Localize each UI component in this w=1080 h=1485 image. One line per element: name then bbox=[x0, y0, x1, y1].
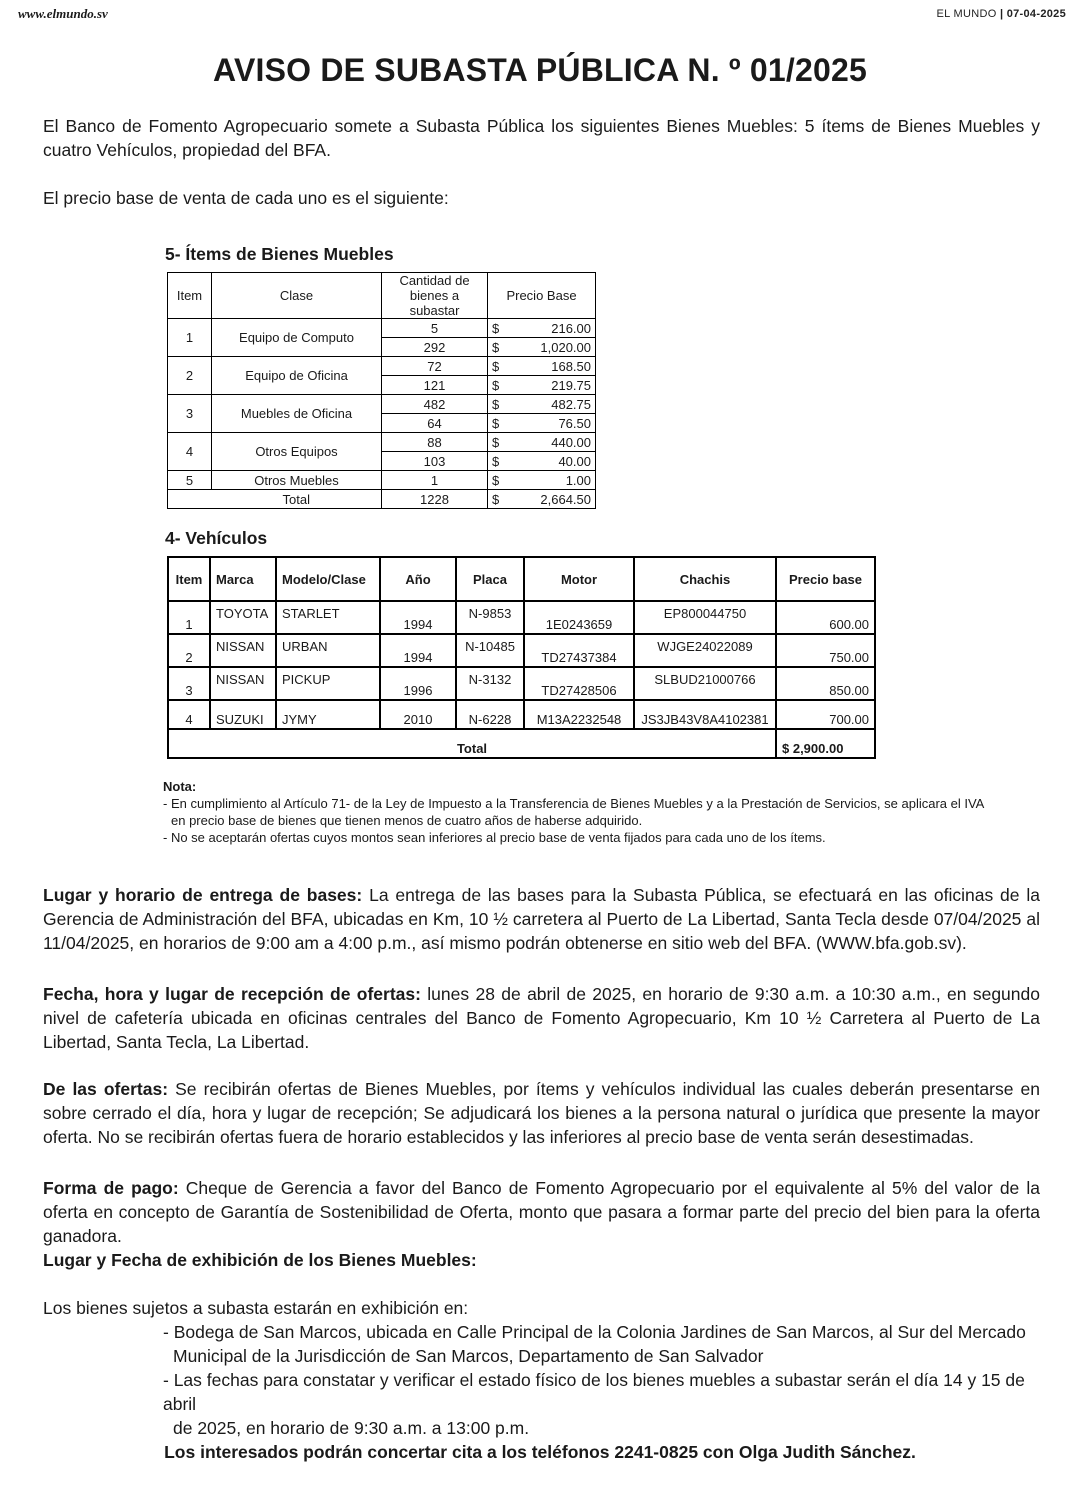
header-separator: | bbox=[999, 8, 1004, 20]
item-qty: 121 bbox=[382, 376, 488, 395]
item-clase: Muebles de Oficina bbox=[212, 395, 382, 433]
nota-line: - En cumplimiento al Artículo 71- de la Ley de Impuesto a la Transferencia de Bienes Muebles y a la Prestación de Servicios, se aplicara el IVA bbox=[163, 796, 985, 811]
total-qty: 1228 bbox=[382, 490, 488, 509]
vehicle-modelo: URBAN bbox=[276, 634, 380, 667]
currency-symbol: $ bbox=[488, 338, 503, 357]
col-header-precio: Precio base bbox=[776, 557, 875, 601]
currency-symbol: $ bbox=[488, 395, 503, 414]
item-clase: Otros Equipos bbox=[212, 433, 382, 471]
vehicle-anio: 1994 bbox=[380, 601, 456, 634]
paper-name: EL MUNDO bbox=[936, 8, 997, 20]
table-row bbox=[168, 433, 596, 452]
vehicle-modelo: JYMY bbox=[276, 700, 380, 729]
total-label: Total bbox=[168, 729, 776, 758]
currency-symbol: $ bbox=[488, 357, 503, 376]
vehicle-precio: 600.00 bbox=[776, 601, 875, 634]
vehicle-item: 1 bbox=[168, 601, 210, 634]
currency-symbol: $ bbox=[488, 433, 503, 452]
nota-line: - No se aceptarán ofertas cuyos montos sean inferiores al precio base de venta fijados para cada uno de los ítems. bbox=[163, 830, 826, 845]
total-amount: 2,664.50 bbox=[502, 490, 596, 509]
vehicle-modelo: STARLET bbox=[276, 601, 380, 634]
vehicle-motor: TD27437384 bbox=[524, 634, 634, 667]
vehicle-anio: 2010 bbox=[380, 700, 456, 729]
page-title: AVISO DE SUBASTA PÚBLICA N. º 01/2025 bbox=[213, 52, 867, 88]
price-intro: El precio base de venta de cada uno es el siguiente: bbox=[43, 188, 449, 208]
item-qty: 1 bbox=[382, 471, 488, 490]
item-price: 40.00 bbox=[502, 452, 596, 471]
vehicle-motor: M13A2232548 bbox=[524, 700, 634, 729]
item-price: 219.75 bbox=[502, 376, 596, 395]
vehicle-item: 4 bbox=[168, 700, 210, 729]
vehicle-item: 3 bbox=[168, 667, 210, 700]
exhibicion-intro: Los bienes sujetos a subasta estarán en exhibición en: bbox=[43, 1298, 469, 1318]
currency-symbol: $ bbox=[488, 452, 503, 471]
total-row bbox=[168, 490, 596, 509]
item-qty: 64 bbox=[382, 414, 488, 433]
vehicle-chachis: JS3JB43V8A4102381 bbox=[634, 700, 776, 729]
item-clase: Equipo de Computo bbox=[212, 319, 382, 357]
header-masthead bbox=[937, 8, 1066, 20]
item-qty: 482 bbox=[382, 395, 488, 414]
currency-symbol: $ bbox=[488, 414, 503, 433]
ofertas-label: De las ofertas: bbox=[43, 1079, 169, 1099]
vehicle-marca: NISSAN bbox=[210, 634, 276, 667]
table-header-row bbox=[168, 273, 596, 319]
col-header-placa: Placa bbox=[456, 557, 524, 601]
table-row bbox=[168, 319, 596, 338]
vehicle-marca: SUZUKI bbox=[210, 700, 276, 729]
bullet-line: de 2025, en horario de 9:30 a.m. a 13:00 p.m. bbox=[173, 1418, 530, 1438]
nota-label: Nota: bbox=[163, 779, 197, 794]
vehicle-motor: TD27428506 bbox=[524, 667, 634, 700]
table-row bbox=[168, 634, 875, 667]
vehicle-motor: 1E0243659 bbox=[524, 601, 634, 634]
item-qty: 5 bbox=[382, 319, 488, 338]
item-qty: 72 bbox=[382, 357, 488, 376]
vehicle-precio: 750.00 bbox=[776, 634, 875, 667]
vehicle-modelo: PICKUP bbox=[276, 667, 380, 700]
item-price: 1,020.00 bbox=[502, 338, 596, 357]
total-label: Total bbox=[212, 490, 382, 509]
table-row bbox=[168, 471, 596, 490]
vehicle-placa: N-10485 bbox=[456, 634, 524, 667]
item-qty: 103 bbox=[382, 452, 488, 471]
item-clase: Equipo de Oficina bbox=[212, 357, 382, 395]
item-number: 2 bbox=[168, 357, 212, 395]
item-number: 4 bbox=[168, 433, 212, 471]
item-number: 1 bbox=[168, 319, 212, 357]
lugar-text: La entrega de las bases para la Subasta Pública, se efectuará en las oficinas de la Gerencia de Administración del BFA, ubicadas en Km, 10 ½ carretera al Puerto de La Libertad, Santa Tecla desde 07/04/2025 al 11/04/2025, en horarios de 9:00 am a 4:00 p.m., así mismo podrán obtenerse en sitio web del BFA. (WWW.bfa.gob.sv). bbox=[43, 885, 1040, 953]
pago-paragraph bbox=[43, 1176, 1040, 1248]
vehiculos-table bbox=[167, 556, 876, 759]
fecha-paragraph bbox=[43, 982, 1040, 1054]
bullet-line: - Las fechas para constatar y verificar el estado físico de los bienes muebles a subastar serán el día 14 y 15 de abril bbox=[163, 1370, 1025, 1414]
vehicle-anio: 1996 bbox=[380, 667, 456, 700]
item-price: 440.00 bbox=[502, 433, 596, 452]
intro-paragraph: El Banco de Fomento Agropecuario somete a Subasta Pública los siguientes Bienes Muebles: 5 ítems de Bienes Muebles y cuatro Vehículos, propiedad del BFA. bbox=[43, 116, 1040, 160]
item-price: 482.75 bbox=[502, 395, 596, 414]
nota-line: en precio base de bienes que tienen menos de cuatro años de haberse adquirido. bbox=[171, 813, 643, 828]
vehicle-chachis: EP800044750 bbox=[634, 601, 776, 634]
col-header-cantidad: Cantidad de bienes a subastar bbox=[382, 273, 488, 319]
item-price: 168.50 bbox=[502, 357, 596, 376]
col-header-clase: Clase bbox=[212, 273, 382, 319]
col-header-anio: Año bbox=[380, 557, 456, 601]
total-row bbox=[168, 729, 875, 758]
ofertas-text: Se recibirán ofertas de Bienes Muebles, por ítems y vehículos individual las cuales deberán presentarse en sobre cerrado el día, hora y lugar de recepción; Se adjudicará los bienes a la persona natural o jurídica que presente la mayor oferta. No se recibirán ofertas fuera de horario establecidos y las inferiores al precio base de venta serán desestimadas. bbox=[43, 1079, 1040, 1147]
vehicle-marca: NISSAN bbox=[210, 667, 276, 700]
table-row bbox=[168, 667, 875, 700]
fecha-text: lunes 28 de abril de 2025, en horario de 9:30 a.m. a 10:30 a.m., en segundo nivel de cafetería ubicada en oficinas centrales del Banco de Fomento Agropecuario, Km 10 ½ Carretera al Puerto de La Libertad, Santa Tecla, La Libertad. bbox=[43, 984, 1040, 1052]
bullet-line: - Bodega de San Marcos, ubicada en Calle Principal de la Colonia Jardines de San Marcos, al Sur del Mercado bbox=[163, 1322, 1026, 1342]
vehicle-placa: N-6228 bbox=[456, 700, 524, 729]
bullet-line: Municipal de la Jurisdicción de San Marcos, Departamento de San Salvador bbox=[173, 1346, 764, 1366]
item-price: 76.50 bbox=[502, 414, 596, 433]
table-row bbox=[168, 357, 596, 376]
item-price: 216.00 bbox=[502, 319, 596, 338]
table-row bbox=[168, 700, 875, 729]
vehicle-anio: 1994 bbox=[380, 634, 456, 667]
muebles-table bbox=[167, 272, 596, 509]
table-row bbox=[168, 601, 875, 634]
lugar-label: Lugar y horario de entrega de bases: bbox=[43, 885, 363, 905]
pago-text: Cheque de Gerencia a favor del Banco de Fomento Agropecuario por el equivalente al 5% del valor de la oferta en concepto de Garantía de Sostenibilidad de Oferta, monto que pasara a formar parte del precio del bien para la oferta ganadora. bbox=[43, 1178, 1040, 1246]
currency-symbol: $ bbox=[488, 490, 503, 509]
fecha-label: Fecha, hora y lugar de recepción de ofertas: bbox=[43, 984, 421, 1004]
lugar-paragraph bbox=[43, 883, 1040, 955]
vehicle-placa: N-9853 bbox=[456, 601, 524, 634]
col-header-item: Item bbox=[168, 273, 212, 319]
col-header-marca: Marca bbox=[210, 557, 276, 601]
table-header-row bbox=[168, 557, 875, 601]
item-qty: 292 bbox=[382, 338, 488, 357]
vehicle-marca: TOYOTA bbox=[210, 601, 276, 634]
item-price: 1.00 bbox=[502, 471, 596, 490]
col-header-chachis: Chachis bbox=[634, 557, 776, 601]
table-row bbox=[168, 395, 596, 414]
muebles-heading: 5- Ítems de Bienes Muebles bbox=[165, 244, 394, 264]
col-header-item: Item bbox=[168, 557, 210, 601]
currency-symbol: $ bbox=[488, 471, 503, 490]
exhibicion-bullets bbox=[163, 1320, 1043, 1440]
item-number: 5 bbox=[168, 471, 212, 490]
total-amount: $ 2,900.00 bbox=[776, 729, 875, 758]
vehicle-precio: 850.00 bbox=[776, 667, 875, 700]
closing-contact: Los interesados podrán concertar cita a los teléfonos 2241-0825 con Olga Judith Sánchez. bbox=[164, 1442, 916, 1462]
vehicle-precio: 700.00 bbox=[776, 700, 875, 729]
pago-label: Forma de pago: bbox=[43, 1178, 179, 1198]
currency-symbol: $ bbox=[488, 319, 503, 338]
col-header-modelo: Modelo/Clase bbox=[276, 557, 380, 601]
exhibicion-heading: Lugar y Fecha de exhibición de los Bienes Muebles: bbox=[43, 1250, 477, 1270]
vehiculos-heading: 4- Vehículos bbox=[165, 528, 268, 548]
vehicle-chachis: WJGE24022089 bbox=[634, 634, 776, 667]
nota-block bbox=[163, 778, 1043, 846]
currency-symbol: $ bbox=[488, 376, 503, 395]
item-qty: 88 bbox=[382, 433, 488, 452]
item-number: 3 bbox=[168, 395, 212, 433]
header-date: 07-04-2025 bbox=[1006, 8, 1066, 20]
vehicle-placa: N-3132 bbox=[456, 667, 524, 700]
col-header-precio: Precio Base bbox=[488, 273, 596, 319]
col-header-motor: Motor bbox=[524, 557, 634, 601]
item-clase: Otros Muebles bbox=[212, 471, 382, 490]
vehicle-item: 2 bbox=[168, 634, 210, 667]
site-url: www.elmundo.sv bbox=[18, 6, 108, 21]
vehicle-chachis: SLBUD21000766 bbox=[634, 667, 776, 700]
ofertas-paragraph bbox=[43, 1077, 1040, 1149]
